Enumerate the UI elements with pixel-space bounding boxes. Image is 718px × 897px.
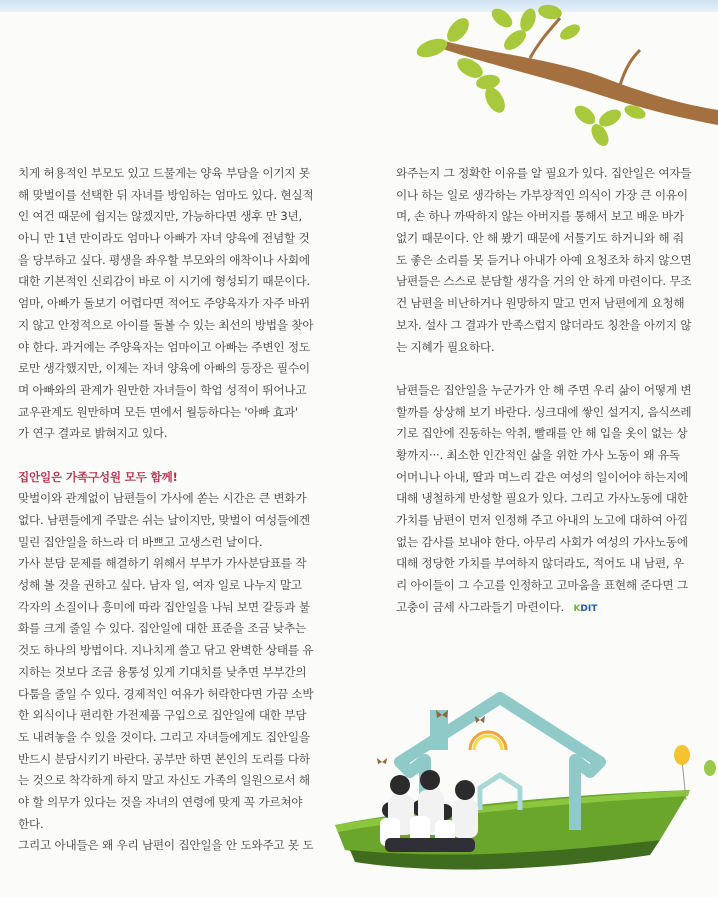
tree-branch-illustration [410, 0, 718, 150]
kdit-logo-rest: DIT [580, 603, 598, 614]
text-line: 성해 볼 것을 권하고 싶다. 남자 일, 여자 일로 나누지 말고 [18, 578, 302, 593]
text-line: 는 것으로 착각하게 하지 말고 자신도 가족의 일원으로서 해 [18, 773, 310, 788]
text-line: 기로 집안에 진동하는 악취, 빨래를 안 해 입을 옷이 없는 상 [396, 426, 688, 441]
text-line: 치게 허용적인 부모도 있고 드물게는 양육 부담을 이기지 못 [18, 166, 310, 180]
text-line: 대해 정당한 가치를 부여하지 않더라도, 적어도 내 남편, 우 [396, 556, 684, 571]
text-line: 며 아빠와의 관계가 원만한 자녀들이 학업 성적이 뛰어나고 [18, 382, 307, 397]
text-line: 없기 때문이다. 안 해 봤기 때문에 서툴기도 하거니와 해 줘 [396, 231, 684, 246]
text-line: 인 여건 때문에 쉽지는 않겠지만, 가능하다면 생후 만 3년, [18, 209, 303, 224]
text-line: 황까지···. 최소한 인간적인 삶을 위한 가사 노동이 왜 유독 [396, 447, 680, 462]
text-line: 가치를 남편이 먼저 인정해 주고 아내의 노고에 대하여 아낌 [396, 513, 688, 527]
text-line: 건 남편을 비난하거나 원망하지 말고 먼저 남편에게 요청해 [396, 296, 685, 311]
text-line: 이나 하는 일로 생각하는 가부장적인 의식이 가장 큰 이유이 [396, 187, 688, 202]
paragraph-4 [396, 380, 704, 619]
text-line-last [396, 597, 704, 619]
paragraph-3 [396, 163, 704, 358]
text-line: 것도 하나의 방법이다. 지나치게 쓸고 닦고 완벽한 상태를 유 [18, 643, 314, 658]
paragraph-1 [18, 163, 340, 445]
text-line: 대해 냉철하게 반성할 필요가 있다. 그리고 가사노동에 대한 [396, 491, 688, 506]
text-line: 없다. 남편들에게 주말은 쉬는 날이지만, 맞벌이 여성들에겐 [18, 513, 310, 527]
text-line: 리 아이들이 그 수고를 인정하고 고마움을 표현해 준다면 그 [396, 578, 688, 593]
text-line: 야 할 의무가 있다는 것을 자녀의 연령에 맞게 꼭 가르쳐야 [18, 794, 303, 809]
text-line: 다툼을 줄일 수 있다. 경제적인 여유가 허락한다면 가끔 소박 [18, 686, 314, 701]
text-line: 할까를 상상해 보기 바란다. 싱크대에 쌓인 설거지, 음식쓰레 [396, 404, 692, 419]
text-line: 해 맞벌이를 선택한 뒤 자녀를 방임하는 엄마도 있다. 현실적 [18, 187, 314, 202]
text-line: 지 않고 안정적으로 아이를 돌볼 수 있는 최선의 방법을 찾아 [18, 317, 314, 332]
text-line: 와주는지 그 정확한 이유를 알 필요가 있다. 집안일은 여자들 [396, 166, 692, 180]
text-line: 아니 만 1년 만이라도 엄마나 아빠가 자녀 양육에 전념할 것 [18, 231, 310, 246]
text-line: 남편들은 집안일을 누군가가 안 해 주면 우리 삶이 어떻게 변 [396, 382, 692, 397]
text-line: 며, 손 하나 까딱하지 않는 아버지를 통해서 보고 배운 바가 [396, 209, 684, 224]
text-line: 반드시 분담시키기 바란다. 공부만 하면 본인의 도리를 다하 [18, 751, 310, 766]
text-last: 고충이 금세 사그라들기 마련이다. [396, 599, 564, 614]
text-line: 가 연구 결과로 밝혀지고 있다. [18, 426, 168, 441]
text-line: 로만 생각했지만, 이제는 자녀 양육에 아빠의 등장은 필수이 [18, 361, 310, 376]
text-line: 맞벌이와 관계없이 남편들이 가사에 쏟는 시간은 큰 변화가 [18, 491, 307, 506]
left-column [18, 163, 340, 857]
text-line: 대한 기본적인 신뢰감이 바로 이 시기에 형성되기 때문이다. [18, 274, 310, 289]
text-line: 야 한다. 과거에는 주양육자는 엄마이고 아빠는 주변인 정도 [18, 339, 310, 354]
text-line: 한 외식이나 편리한 가전제품 구입으로 집안일에 대한 부담 [18, 708, 307, 723]
section-heading: 집안일은 가족구성원 모두 함께! [18, 469, 178, 484]
text-line: 보자. 설사 그 결과가 만족스럽지 않더라도 칭찬을 아끼지 않 [396, 317, 692, 332]
text-line: 없는 감사를 보내야 한다. 아무리 사회가 여성의 가사노동에 [396, 534, 688, 549]
right-column [396, 163, 704, 618]
text-line: 남편들은 스스로 분담할 생각을 거의 안 하게 마련이다. 무조 [396, 274, 692, 289]
text-line: 지하는 것보다 조금 융통성 있게 기대치를 낮추면 부부간의 [18, 664, 307, 679]
text-line: 각자의 소질이나 흥미에 따라 집안일을 나눠 보면 갈등과 불 [18, 599, 310, 614]
kdit-logo [573, 599, 597, 621]
text-line: 가사 분담 문제를 해결하기 위해서 부부가 가사분담표를 작 [18, 556, 307, 571]
family-house-illustration [330, 690, 718, 897]
text-line: 밀린 집안일을 하느라 더 바쁘고 고생스런 날이다. [18, 534, 263, 549]
text-line: 을 당부하고 싶다. 평생을 좌우할 부모와의 애착이나 사회에 [18, 252, 310, 267]
text-line: 도 내려놓을 수 있을 것이다. 그리고 자녀들에게도 집안일을 [18, 729, 310, 744]
text-line: 어머니나 아내, 딸과 며느리 같은 여성의 일이어야 하는지에 [396, 469, 688, 484]
text-line: 화를 크게 줄일 수 있다. 집안일에 대한 표준을 조금 낮추는 [18, 621, 306, 636]
text-line: 그리고 아내들은 왜 우리 남편이 집안일을 안 도와주고 못 도 [18, 838, 314, 853]
text-line: 엄마, 아빠가 돌보기 어렵다면 적어도 주양육자가 자주 바뀌 [18, 296, 310, 311]
paragraph-2 [18, 488, 340, 857]
kdit-logo-k: K [573, 603, 581, 614]
text-line: 교우관계도 원만하며 모든 면에서 월등하다는 '아빠 효과' [18, 404, 298, 419]
text-line: 도 좋은 소리를 못 듣거나 아내가 아예 요청조차 하지 않으면 [396, 252, 692, 267]
text-line: 는 지혜가 필요하다. [396, 339, 495, 354]
text-line: 한다. [18, 816, 44, 831]
